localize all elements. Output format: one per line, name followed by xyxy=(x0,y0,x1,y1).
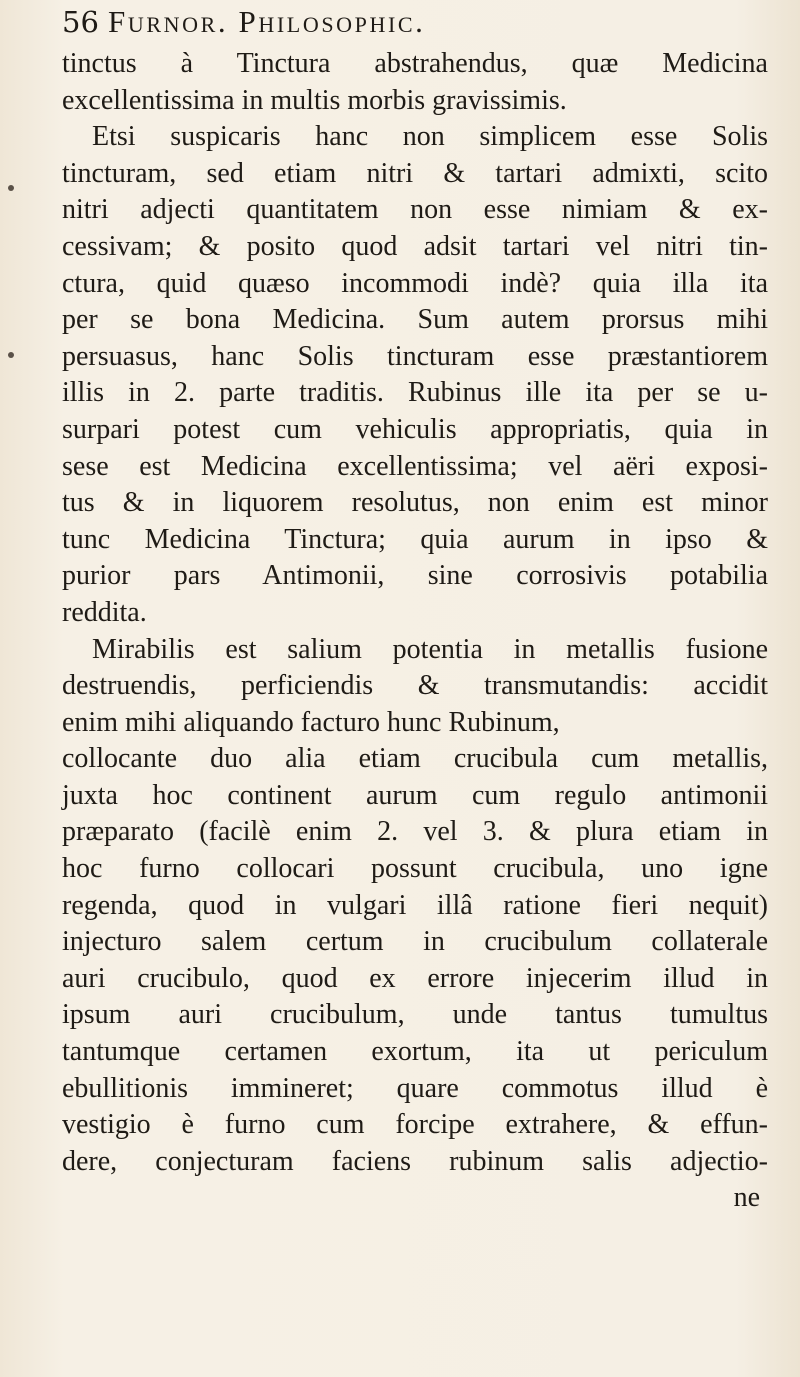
text-line: Mirabilis est salium potentia in metallis fusione xyxy=(92,633,768,665)
text-line: ipsum auri crucibulum, unde tantus tumultus xyxy=(62,999,768,1031)
text-line: præparato (facilè enim 2. vel 3. & plura etiam in xyxy=(62,816,768,848)
text-line: ebullitionis immineret; quare commotus illud è xyxy=(62,1072,768,1104)
text-line: juxta hoc continent aurum cum regulo antimonii xyxy=(62,779,768,811)
text-line: enim mihi aliquando facturo hunc Rubinum, xyxy=(62,706,560,738)
running-head: Furnor. Philosophic. xyxy=(108,4,426,39)
text-line: cessivam; & posito quod adsit tartari vel nitri tin- xyxy=(62,230,768,262)
margin-dot xyxy=(8,352,14,358)
text-line: tincturam, sed etiam nitri & tartari admixti, scito xyxy=(62,157,768,189)
margin-dot xyxy=(8,185,14,191)
text-line: collocante duo alia etiam crucibula cum metallis, xyxy=(62,743,768,775)
text-line: Etsi suspicaris hanc non simplicem esse Solis xyxy=(92,121,768,153)
text-line: injecturo salem certum in crucibulum collaterale xyxy=(62,926,768,958)
text-line: nitri adjecti quantitatem non esse nimiam & ex- xyxy=(62,194,768,226)
text-line: auri crucibulo, quod ex errore injecerim illud in xyxy=(62,962,768,994)
text-line: tinctus à Tinctura abstrahendus, quæ Medicina xyxy=(62,48,768,79)
text-line: surpari potest cum vehiculis appropriatis, quia in xyxy=(62,413,768,445)
text-line: vestigio è furno cum forcipe extrahere, & effun- xyxy=(62,1109,768,1141)
text-line: ctura, quid quæso incommodi indè? quia illa ita xyxy=(62,267,768,299)
page-header xyxy=(62,4,762,44)
catchword: ne xyxy=(733,1182,760,1214)
text-line: tantumque certamen exortum, ita ut periculum xyxy=(62,1036,768,1068)
page-number: 56 xyxy=(62,5,99,39)
text-line: dere, conjecturam faciens rubinum salis adjectio- xyxy=(62,1145,768,1177)
text-line: destruendis, perficiendis & transmutandis: accidit xyxy=(62,670,768,702)
text-line: tunc Medicina Tinctura; quia aurum in ipso & xyxy=(62,523,768,555)
text-line: sese est Medicina excellentissima; vel aëri exposi- xyxy=(62,450,768,482)
text-line: purior pars Antimonii, sine corrosivis potabilia xyxy=(62,560,768,592)
text-line: per se bona Medicina. Sum autem prorsus mihi xyxy=(62,304,768,336)
text-line: excellentissima in multis morbis gravissimis. xyxy=(62,84,567,116)
body-text xyxy=(62,46,780,1217)
text-line: hoc furno collocari possunt crucibula, uno igne xyxy=(62,853,768,885)
text-line: reddita. xyxy=(62,596,147,628)
text-line: persuasus, hanc Solis tincturam esse præstantiorem xyxy=(62,340,768,372)
text-line: tus & in liquorem resolutus, non enim est minor xyxy=(62,487,768,519)
text-line: illis in 2. parte traditis. Rubinus ille ita per se u- xyxy=(62,377,768,409)
text-line: regenda, quod in vulgari illâ ratione fieri nequit) xyxy=(62,889,768,921)
